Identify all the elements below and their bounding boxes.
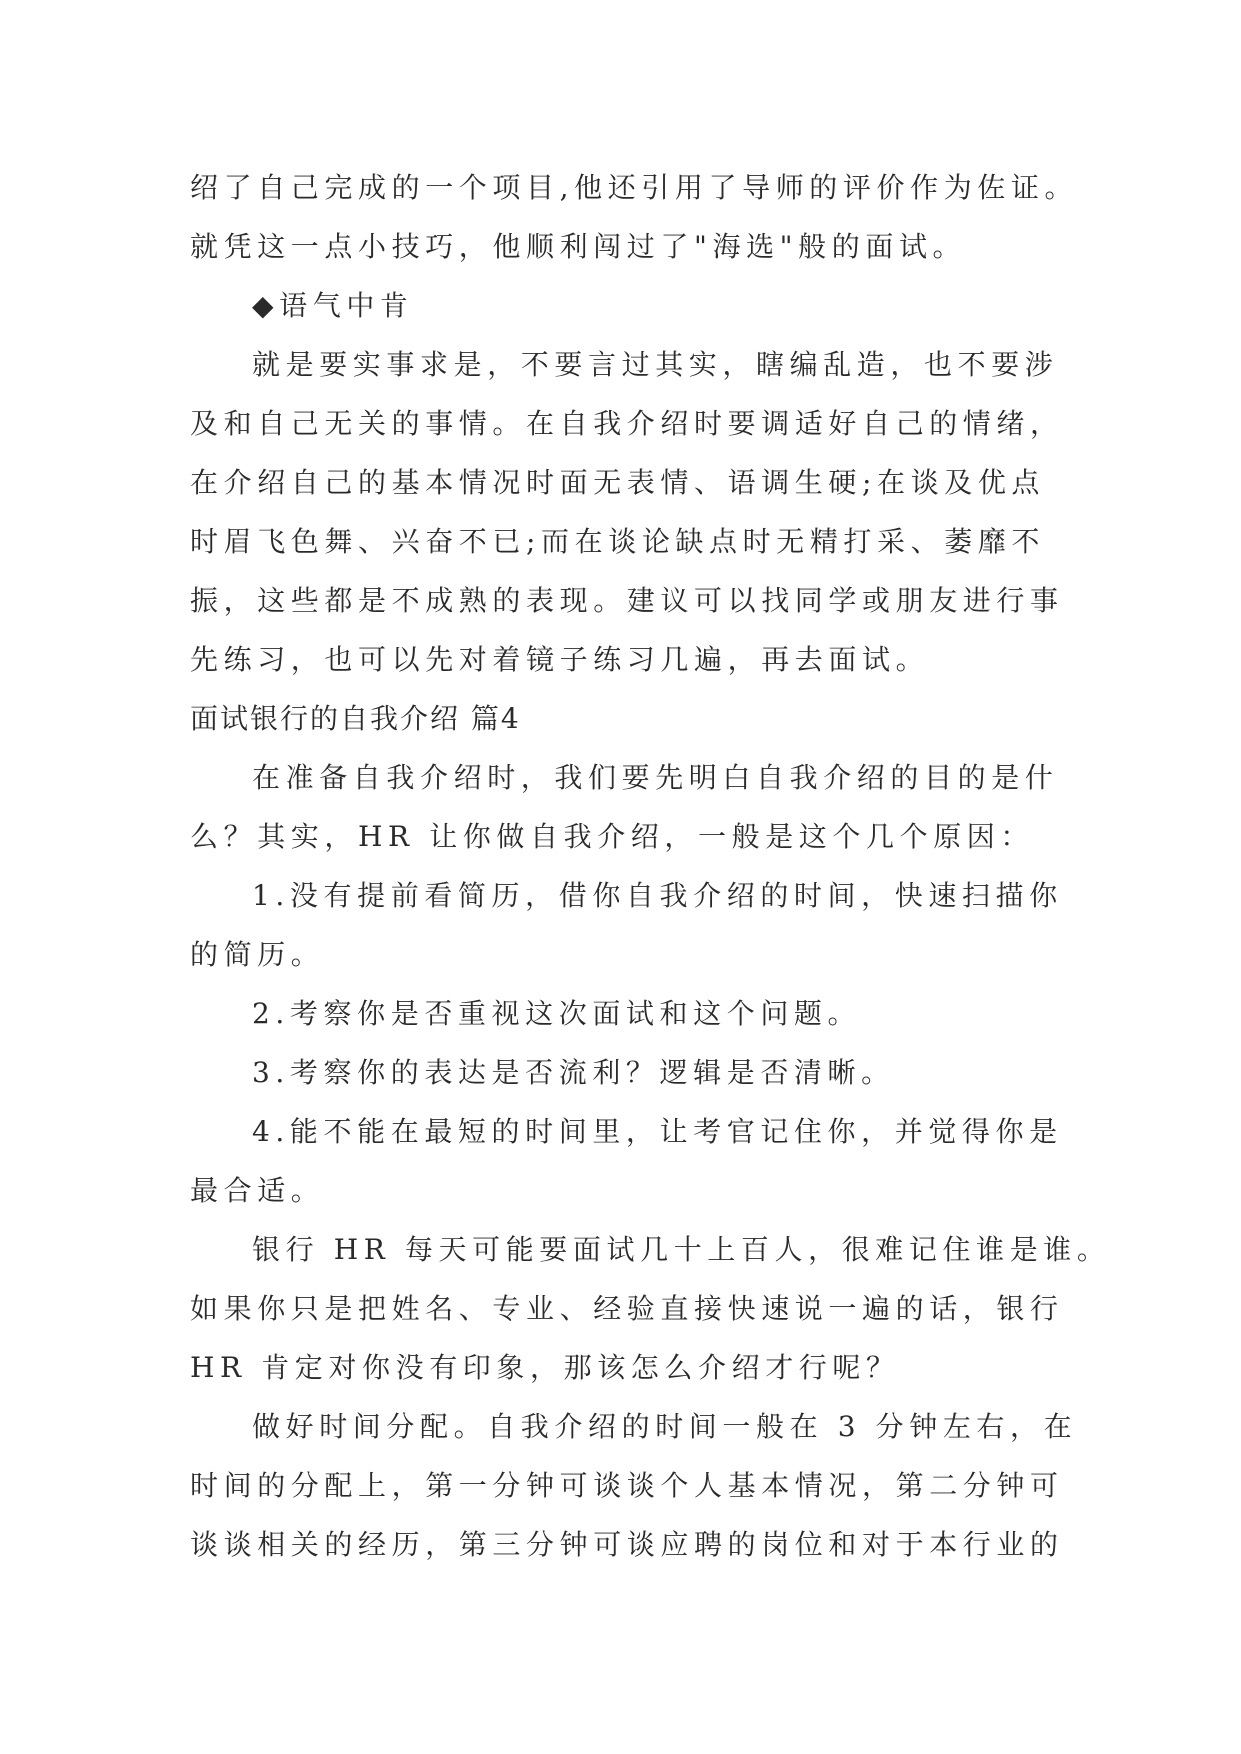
- text-line: 4.能不能在最短的时间里，让考官记住你，并觉得你是: [252, 1115, 1063, 1148]
- text-line: 时间的分配上，第一分钟可谈谈个人基本情况，第二分钟可: [190, 1469, 1064, 1502]
- text-line: 做好时间分配。自我介绍的时间一般在 3 分钟左右，在: [252, 1410, 1078, 1443]
- text-line: 就是要实事求是，不要言过其实，瞎编乱造，也不要涉: [252, 348, 1059, 381]
- text-line: 谈谈相关的经历，第三分钟可谈应聘的岗位和对于本行业的: [190, 1528, 1064, 1561]
- text-line: 最合适。: [190, 1174, 325, 1207]
- text-line: 2.考察你是否重视这次面试和这个问题。: [252, 997, 862, 1030]
- text-line: 1.没有提前看简历，借你自我介绍的时间，快速扫描你: [252, 879, 1063, 912]
- text-line: 在准备自我介绍时，我们要先明白自我介绍的目的是什: [252, 761, 1059, 794]
- text-line: ◆语气中肯: [252, 289, 414, 322]
- text-line: 在介绍自己的基本情况时面无表情、语调生硬;在谈及优点: [190, 466, 1046, 499]
- document-page: [190, 158, 1120, 1574]
- text-line: 如果你只是把姓名、专业、经验直接快速说一遍的话，银行: [190, 1292, 1064, 1325]
- text-line: 的简历。: [190, 938, 325, 971]
- text-line: 么？其实，HR 让你做自我介绍，一般是这个几个原因：: [190, 820, 1035, 853]
- text-line: 绍了自己完成的一个项目,他还引用了导师的评价作为佐证。: [190, 171, 1079, 204]
- text-line: 先练习，也可以先对着镜子练习几遍，再去面试。: [190, 643, 930, 676]
- text-line: HR 肯定对你没有印象，那该怎么介绍才行呢？: [190, 1351, 900, 1384]
- text-line: 及和自己无关的事情。在自我介绍时要调适好自己的情绪，: [190, 407, 1064, 440]
- text-line: 3.考察你的表达是否流利？逻辑是否清晰。: [252, 1056, 895, 1089]
- text-line: 银行 HR 每天可能要面试几十上百人，很难记住谁是谁。: [252, 1233, 1111, 1266]
- text-line: 就凭这一点小技巧，他顺利闯过了"海选"般的面试。: [190, 230, 967, 263]
- text-line: 振，这些都是不成熟的表现。建议可以找同学或朋友进行事: [190, 584, 1064, 617]
- text-line: 时眉飞色舞、兴奋不已;而在谈论缺点时无精打采、萎靡不: [190, 525, 1046, 558]
- section-heading: 面试银行的自我介绍 篇4: [190, 702, 521, 735]
